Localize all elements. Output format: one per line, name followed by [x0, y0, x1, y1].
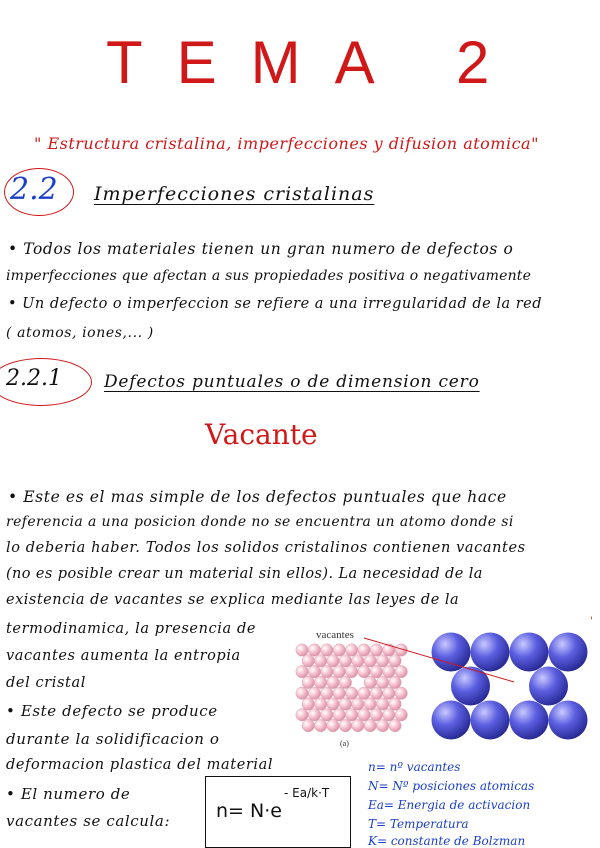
small-atom [389, 719, 401, 731]
small-atom [333, 687, 345, 699]
legend-line: Ea= Energia de activacion [368, 798, 531, 812]
small-atom [302, 676, 314, 688]
large-atom [432, 701, 471, 740]
small-atom [345, 687, 357, 699]
large-atom [549, 701, 588, 740]
small-atom [395, 709, 407, 721]
large-atom [471, 633, 510, 672]
small-atom [296, 665, 308, 677]
small-atom [308, 644, 320, 656]
page-subtitle: " Estructura cristalina, imperfecciones y difusion atomica" [34, 134, 539, 153]
small-atom [383, 665, 395, 677]
small-atom [389, 676, 401, 688]
large-atom-lattice [432, 633, 588, 740]
small-atom [333, 644, 345, 656]
small-atom [308, 665, 320, 677]
legend-line: n= nº vacantes [368, 760, 461, 774]
paragraph-line: (no es posible crear un material sin ellos). La necesidad de la [6, 566, 483, 582]
small-atom [321, 687, 333, 699]
large-atom [451, 667, 490, 706]
small-atom [327, 676, 339, 688]
figure-caption: (a) [340, 739, 349, 748]
vacancy-figure [288, 622, 600, 752]
small-atom [314, 676, 326, 688]
paragraph-line: • Este defecto se produce [6, 702, 218, 720]
section-number: 2.2 [10, 172, 58, 207]
topic-title: Vacante [205, 418, 318, 451]
large-atom [432, 633, 471, 672]
small-atom [352, 719, 364, 731]
figure-label: vacantes [316, 629, 354, 641]
small-atom [345, 709, 357, 721]
small-atom [302, 698, 314, 710]
small-atom [358, 644, 370, 656]
small-atom [339, 655, 351, 667]
small-atom [358, 665, 370, 677]
small-atom [327, 698, 339, 710]
paragraph-line: • El numero de [6, 785, 131, 803]
small-atom [352, 698, 364, 710]
large-atom [510, 633, 549, 672]
small-atom [370, 709, 382, 721]
small-atom [333, 665, 345, 677]
small-atom [389, 698, 401, 710]
formula-main: n= N·e [216, 800, 282, 822]
paragraph-line: termodinamica, la presencia de [6, 621, 257, 637]
small-atom [296, 644, 308, 656]
bullet-line: imperfecciones que afectan a sus propiedades positiva o negativamente [6, 268, 532, 284]
small-atom [327, 655, 339, 667]
subsection-heading: Defectos puntuales o de dimension cero [104, 372, 480, 392]
small-atom-lattice [296, 644, 408, 732]
small-atom [358, 709, 370, 721]
small-atom [376, 655, 388, 667]
legend-line: T= Temperatura [368, 817, 469, 831]
paragraph-line: del cristal [6, 675, 86, 691]
small-atom [364, 676, 376, 688]
small-atom [389, 655, 401, 667]
bullet-line: • Todos los materiales tienen un gran numero de defectos o [8, 240, 514, 258]
subsection-number: 2.2.1 [6, 366, 62, 391]
small-atom [376, 698, 388, 710]
small-atom [321, 644, 333, 656]
legend-line: K= constante de Bolzman [368, 834, 526, 848]
small-atom [383, 709, 395, 721]
paragraph-line: referencia a una posicion donde no se encuentra un atomo donde si [6, 514, 514, 530]
bullet-line: • Un defecto o imperfeccion se refiere a una irregularidad de la red [8, 296, 543, 312]
small-atom [339, 698, 351, 710]
paragraph-line: existencia de vacantes se explica mediante las leyes de la [6, 592, 460, 608]
small-atom [314, 655, 326, 667]
small-atom [364, 698, 376, 710]
section-heading: Imperfecciones cristalinas [94, 183, 375, 205]
small-atom [321, 665, 333, 677]
small-atom [345, 644, 357, 656]
small-atom [352, 655, 364, 667]
large-atom [471, 701, 510, 740]
small-atom [314, 698, 326, 710]
small-atom [321, 709, 333, 721]
small-atom [345, 665, 357, 677]
small-atom [333, 709, 345, 721]
small-atom [302, 655, 314, 667]
bullet-line: ( atomos, iones,... ) [6, 325, 154, 341]
small-atom [376, 719, 388, 731]
formula-exponent: - Ea/k·T [284, 786, 330, 800]
small-atom [302, 719, 314, 731]
large-atom [529, 667, 568, 706]
small-atom [308, 709, 320, 721]
large-atom [549, 633, 588, 672]
small-atom [308, 687, 320, 699]
small-atom [364, 655, 376, 667]
large-atom [510, 701, 549, 740]
small-atom [395, 665, 407, 677]
small-atom [296, 687, 308, 699]
paragraph-line: vacantes se calcula: [6, 812, 171, 830]
small-atom [370, 687, 382, 699]
small-atom [370, 665, 382, 677]
small-atom [339, 719, 351, 731]
paragraph-line: • Este es el mas simple de los defectos puntuales que hace [8, 488, 507, 506]
margin-mark: ' [590, 616, 593, 627]
small-atom [376, 676, 388, 688]
small-atom [383, 687, 395, 699]
paragraph-line: deformacion plastica del material [6, 757, 274, 773]
legend-line: N= Nº posiciones atomicas [368, 779, 535, 793]
small-atom [339, 676, 351, 688]
paragraph-line: lo deberia haber. Todos los solidos cristalinos contienen vacantes [6, 540, 526, 556]
page-title: TEMA 2 [106, 29, 524, 96]
small-atom [370, 644, 382, 656]
small-atom [358, 687, 370, 699]
small-atom [364, 719, 376, 731]
small-atom [327, 719, 339, 731]
paragraph-line: vacantes aumenta la entropia [6, 648, 241, 664]
small-atom [314, 719, 326, 731]
paragraph-line: durante la solidificacion o [6, 730, 220, 748]
small-atom [296, 709, 308, 721]
small-atom [395, 687, 407, 699]
